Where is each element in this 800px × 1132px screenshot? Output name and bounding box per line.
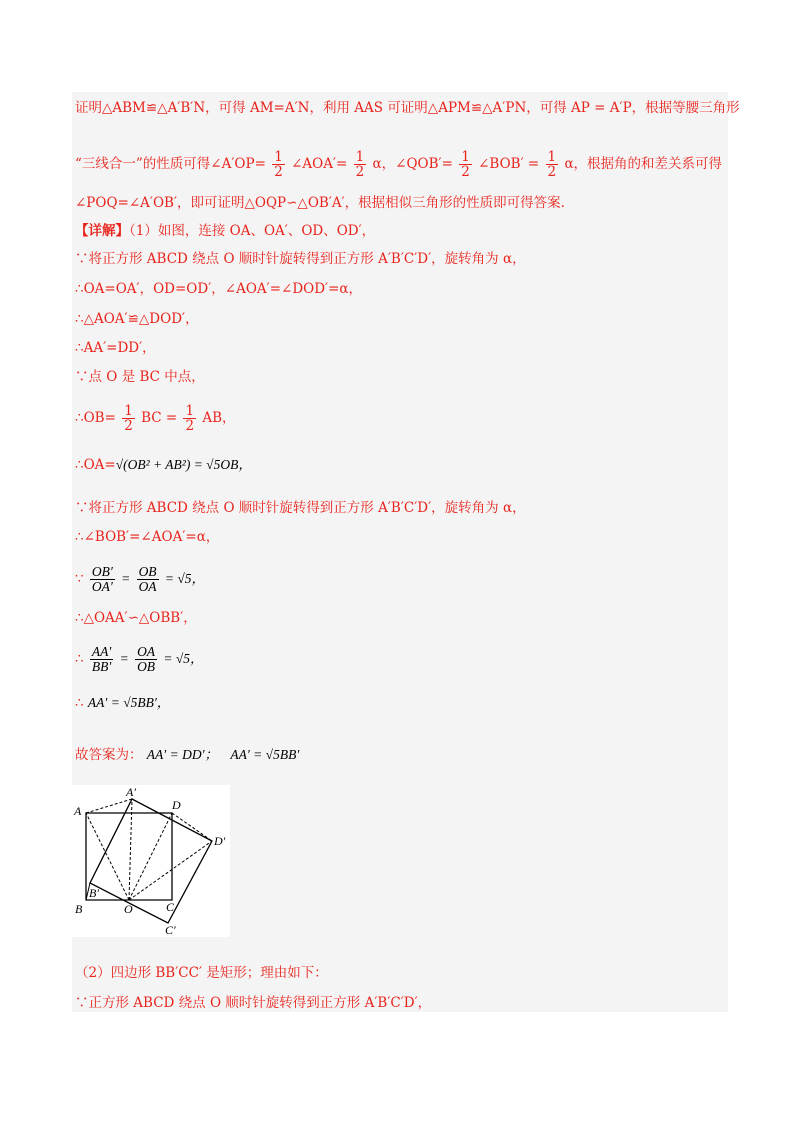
label-b: B xyxy=(75,902,83,916)
denominator: OA xyxy=(138,579,157,594)
label-c-prime: C′ xyxy=(165,923,176,937)
numerator: 1 xyxy=(185,403,195,419)
text-segment: ∵ xyxy=(75,571,84,587)
segment-dd-prime xyxy=(172,813,212,841)
text-line-11 xyxy=(75,455,252,475)
segment-od-prime xyxy=(129,841,212,900)
math-expression: = √5， xyxy=(164,571,206,586)
rotated-squares-diagram xyxy=(72,785,230,937)
numerator: OB′ xyxy=(91,564,113,579)
text-line-4 xyxy=(75,221,375,241)
numerator: 1 xyxy=(355,149,365,165)
text-segment: ∠AOA′= xyxy=(291,156,348,172)
text-segment: ∴OA= xyxy=(75,457,116,473)
label-d-prime: D′ xyxy=(214,834,226,848)
text-segment: 故答案为： xyxy=(75,747,143,763)
text-line-7: ∴△AOA′≌△DOD′， xyxy=(75,311,199,327)
label-b-prime: B′ xyxy=(89,886,99,900)
text-segment: BC = xyxy=(141,410,178,426)
text-line-20: ∵正方形 ABCD 绕点 O 顺时针旋转得到正方形 A′B′C′D′， xyxy=(75,995,432,1011)
fraction-half xyxy=(122,404,135,433)
denominator: BB′ xyxy=(91,659,112,674)
text-line-12: ∵将正方形 ABCD 绕点 O 顺时针旋转得到正方形 A′B′C′D′，旋转角为 α， xyxy=(75,500,526,516)
dashed-segments xyxy=(86,799,212,900)
text-segment: α，根据角的和差关系可得 xyxy=(564,156,723,172)
denominator: 2 xyxy=(274,164,283,180)
text-line-18 xyxy=(75,745,299,765)
fraction-oa-ob xyxy=(135,645,157,674)
text-line-15: ∴△OAA′∽△OBB′， xyxy=(75,610,197,626)
denominator: 2 xyxy=(547,164,557,180)
fraction-ob-oa-2 xyxy=(137,565,159,594)
text-line-14 xyxy=(75,565,205,594)
equals-sign: = xyxy=(121,571,131,586)
math-expression: AA′ = √5BB′ xyxy=(230,747,300,762)
denominator: 2 xyxy=(461,164,470,180)
label-o: O xyxy=(124,902,133,916)
text-segment: AB， xyxy=(202,410,236,426)
text-line-8: ∴AA′=DD′， xyxy=(75,340,156,356)
denominator: 2 xyxy=(355,164,365,180)
text-line-3: ∠POQ=∠A′OB′，即可证明△OQP∽△OB′A′，根据相似三角形的性质即可得答案. xyxy=(75,195,565,211)
numerator: 1 xyxy=(461,149,470,165)
text-segment: ∠BOB′ = xyxy=(478,156,540,172)
numerator: OA xyxy=(137,644,156,659)
fraction-half xyxy=(183,404,196,433)
text-line-5: ∵将正方形 ABCD 绕点 O 顺时针旋转得到正方形 A′B′C′D′，旋转角为 α， xyxy=(75,251,526,267)
segment-oa-prime xyxy=(129,799,132,900)
label-c: C xyxy=(166,900,175,914)
text-segment: ∴ xyxy=(75,651,84,667)
text-line-10 xyxy=(75,404,236,433)
text-line-16 xyxy=(75,645,204,674)
text-segment: （1）如图，连接 OA、OA′、OD、OD′， xyxy=(129,223,376,239)
text-line-19: （2）四边形 BB′CC′ 是矩形；理由如下： xyxy=(75,965,328,981)
math-expression: √(OB² + AB²) = √5OB， xyxy=(115,457,252,472)
math-expression: AA′ = √5BB′， xyxy=(87,695,171,710)
fraction-half xyxy=(546,150,559,179)
numerator: 1 xyxy=(274,149,283,165)
math-expression: AA′ = DD′； xyxy=(146,747,219,762)
label-d: D xyxy=(172,798,181,812)
segment-od xyxy=(129,813,172,900)
text-line-17 xyxy=(75,693,170,713)
label-a: A xyxy=(74,804,82,818)
text-line-9: ∵点 O 是 BC 中点， xyxy=(75,369,205,385)
numerator: 1 xyxy=(547,149,557,165)
segment-aa-prime xyxy=(86,799,132,813)
square-a-b-c-d-prime xyxy=(90,799,212,923)
fraction-ob-oa xyxy=(90,565,115,594)
fraction-half xyxy=(459,150,472,179)
numerator: 1 xyxy=(124,403,133,419)
text-segment: “三线合一”的性质可得∠A′OP= xyxy=(75,156,266,172)
text-segment: ∴ xyxy=(75,695,84,711)
text-line-6: ∴OA=OA′，OD=OD′，∠AOA′=∠DOD′=α， xyxy=(75,281,363,297)
text-line-13: ∴∠BOB′=∠AOA′=α， xyxy=(75,529,220,545)
denominator: 2 xyxy=(185,418,195,434)
denominator: OB xyxy=(137,659,156,674)
section-label: 【详解】 xyxy=(75,223,129,239)
text-segment: ∴OB= xyxy=(75,410,116,426)
text-segment: α，∠QOB′= xyxy=(372,156,453,172)
geometry-figure xyxy=(72,785,230,937)
text-line-2 xyxy=(75,150,722,179)
equals-sign: = xyxy=(119,651,129,666)
numerator: AA′ xyxy=(91,644,112,659)
denominator: OA′ xyxy=(91,579,113,594)
denominator: 2 xyxy=(124,418,133,434)
fraction-aa-bb xyxy=(90,645,113,674)
label-a-prime: A′ xyxy=(126,785,136,799)
fraction-half xyxy=(272,150,285,179)
text-line-1: 证明△ABM≌△A′B′N，可得 AM=A′N，利用 AAS 可证明△APM≌△A′PN，可得 AP = A′P，根据等腰三角形 xyxy=(75,100,740,116)
math-expression: = √5， xyxy=(163,651,204,666)
numerator: OB xyxy=(138,564,157,579)
fraction-half xyxy=(354,150,367,179)
